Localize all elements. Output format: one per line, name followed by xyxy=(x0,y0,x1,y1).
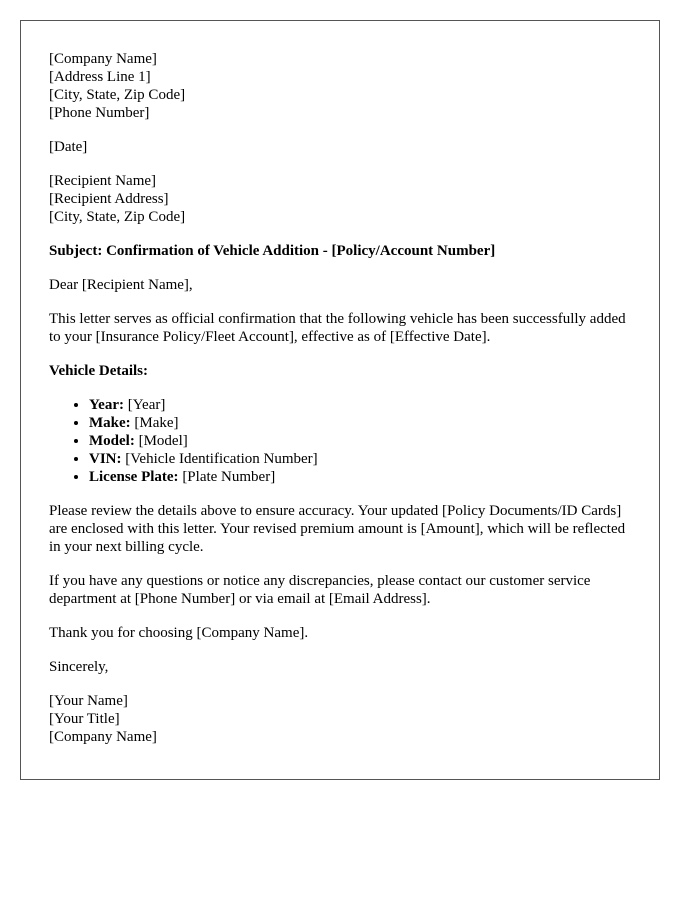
sender-address-block xyxy=(49,50,631,122)
detail-label: Model: xyxy=(89,433,135,449)
vehicle-details-list xyxy=(49,396,631,486)
detail-value: [Make] xyxy=(130,415,179,431)
vehicle-detail-license-plate xyxy=(89,468,631,486)
sender-company: [Company Name] xyxy=(49,51,157,67)
greeting: Dear [Recipient Name], xyxy=(49,277,193,293)
signature-title: [Your Title] xyxy=(49,711,120,727)
detail-label: License Plate: xyxy=(89,469,179,485)
intro-paragraph: This letter serves as official confirmation that the following vehicle has been successfully added to your [Insurance Policy/Fleet Account], effective as of [Effective Date]. xyxy=(49,311,626,345)
vehicle-detail-vin xyxy=(89,450,631,468)
review-paragraph: Please review the details above to ensure accuracy. Your updated [Policy Documents/ID Cards] are enclosed with this letter. Your revised premium amount is [Amount], which will be reflected in your next billing cycle. xyxy=(49,503,626,555)
sender-phone: [Phone Number] xyxy=(49,105,150,121)
detail-value: [Vehicle Identification Number] xyxy=(121,451,318,467)
recipient-address-block xyxy=(49,172,631,226)
subject-line: Subject: Confirmation of Vehicle Addition - [Policy/Account Number] xyxy=(49,243,496,259)
letter-date: [Date] xyxy=(49,139,88,155)
vehicle-detail-make xyxy=(89,414,631,432)
vehicle-detail-year xyxy=(89,396,631,414)
detail-value: [Year] xyxy=(123,397,166,413)
recipient-address: [Recipient Address] xyxy=(49,191,169,207)
sender-city-state-zip: [City, State, Zip Code] xyxy=(49,87,186,103)
recipient-name: [Recipient Name] xyxy=(49,173,157,189)
thanks-line: Thank you for choosing [Company Name]. xyxy=(49,625,309,641)
closing: Sincerely, xyxy=(49,659,109,675)
recipient-city-state-zip: [City, State, Zip Code] xyxy=(49,209,186,225)
detail-label: VIN: xyxy=(89,451,122,467)
detail-value: [Plate Number] xyxy=(178,469,276,485)
vehicle-details-heading: Vehicle Details: xyxy=(49,363,149,379)
vehicle-detail-model xyxy=(89,432,631,450)
signature-block xyxy=(49,692,631,746)
letter-page xyxy=(20,20,660,780)
signature-company: [Company Name] xyxy=(49,729,157,745)
signature-name: [Your Name] xyxy=(49,693,128,709)
detail-value: [Model] xyxy=(134,433,188,449)
sender-address-line: [Address Line 1] xyxy=(49,69,151,85)
detail-label: Year: xyxy=(89,397,124,413)
contact-paragraph: If you have any questions or notice any discrepancies, please contact our customer service department at [Phone Number] or via email at [Email Address]. xyxy=(49,573,591,607)
detail-label: Make: xyxy=(89,415,131,431)
